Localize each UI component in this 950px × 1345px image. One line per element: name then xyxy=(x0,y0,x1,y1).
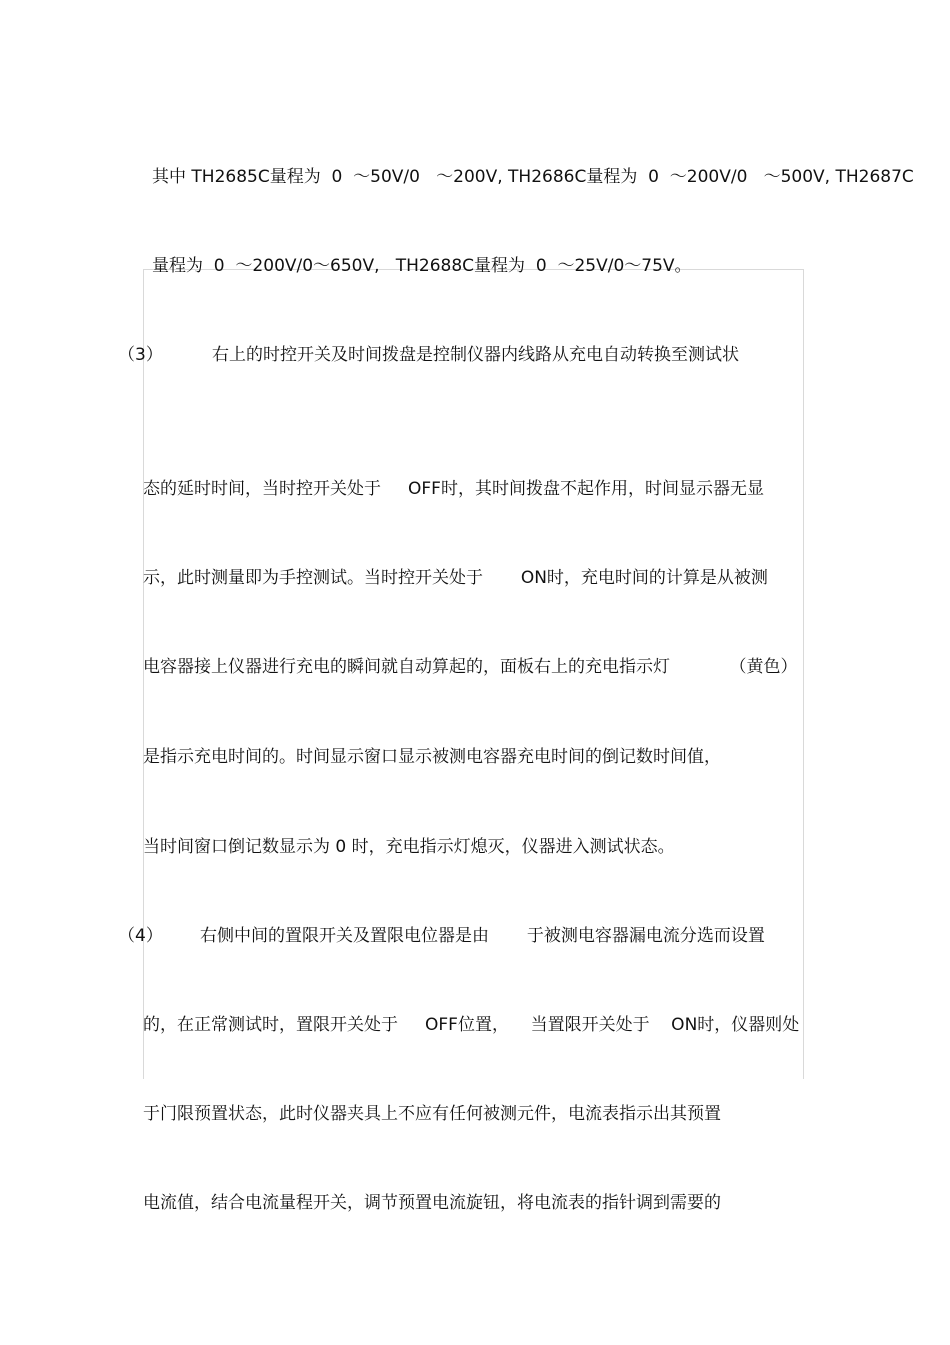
frame-right-border xyxy=(803,269,804,1079)
text-line-6: 电容器接上仪器进行充电的瞬间就自动算起的，面板右上的充电指示灯 （黄色） xyxy=(143,657,798,677)
text-line-4: 态的延时时间，当时控开关处于 OFF时，其时间拨盘不起作用，时间显示器无显 xyxy=(143,479,764,499)
text-line-3: 右上的时控开关及时间拨盘是控制仪器内线路从充电自动转换至测试状 xyxy=(212,345,739,365)
item-number-4: （4） xyxy=(118,926,163,946)
text-line-11: 于门限预置状态，此时仪器夹具上不应有任何被测元件，电流表指示出其预置 xyxy=(143,1104,721,1124)
item-number-3: （3） xyxy=(118,345,163,365)
text-line-7: 是指示充电时间的。时间显示窗口显示被测电容器充电时间的倒记数时间值， xyxy=(143,747,721,767)
text-line-1: 其中 TH2685C量程为 0 ～50V/0 ～200V, TH2686C量程为 0 ～200V/0 ～500V, TH2687C xyxy=(152,167,914,187)
text-line-8: 当时间窗口倒记数显示为 0 时，充电指示灯熄灭，仪器进入测试状态。 xyxy=(143,837,675,857)
text-line-2: 量程为 0 ～200V/0～650V, TH2688C量程为 0 ～25V/0～75V。 xyxy=(152,256,692,276)
text-line-9: 右侧中间的置限开关及置限电位器是由 于被测电容器漏电流分选而设置 xyxy=(200,926,765,946)
text-line-12: 电流值，结合电流量程开关，调节预置电流旋钮，将电流表的指针调到需要的 xyxy=(143,1193,721,1213)
text-line-5: 示，此时测量即为手控测试。当时控开关处于 ON时，充电时间的计算是从被测 xyxy=(143,568,768,588)
text-line-10: 的，在正常测试时，置限开关处于 OFF位置， 当置限开关处于 ON时，仪器则处 xyxy=(143,1015,800,1035)
